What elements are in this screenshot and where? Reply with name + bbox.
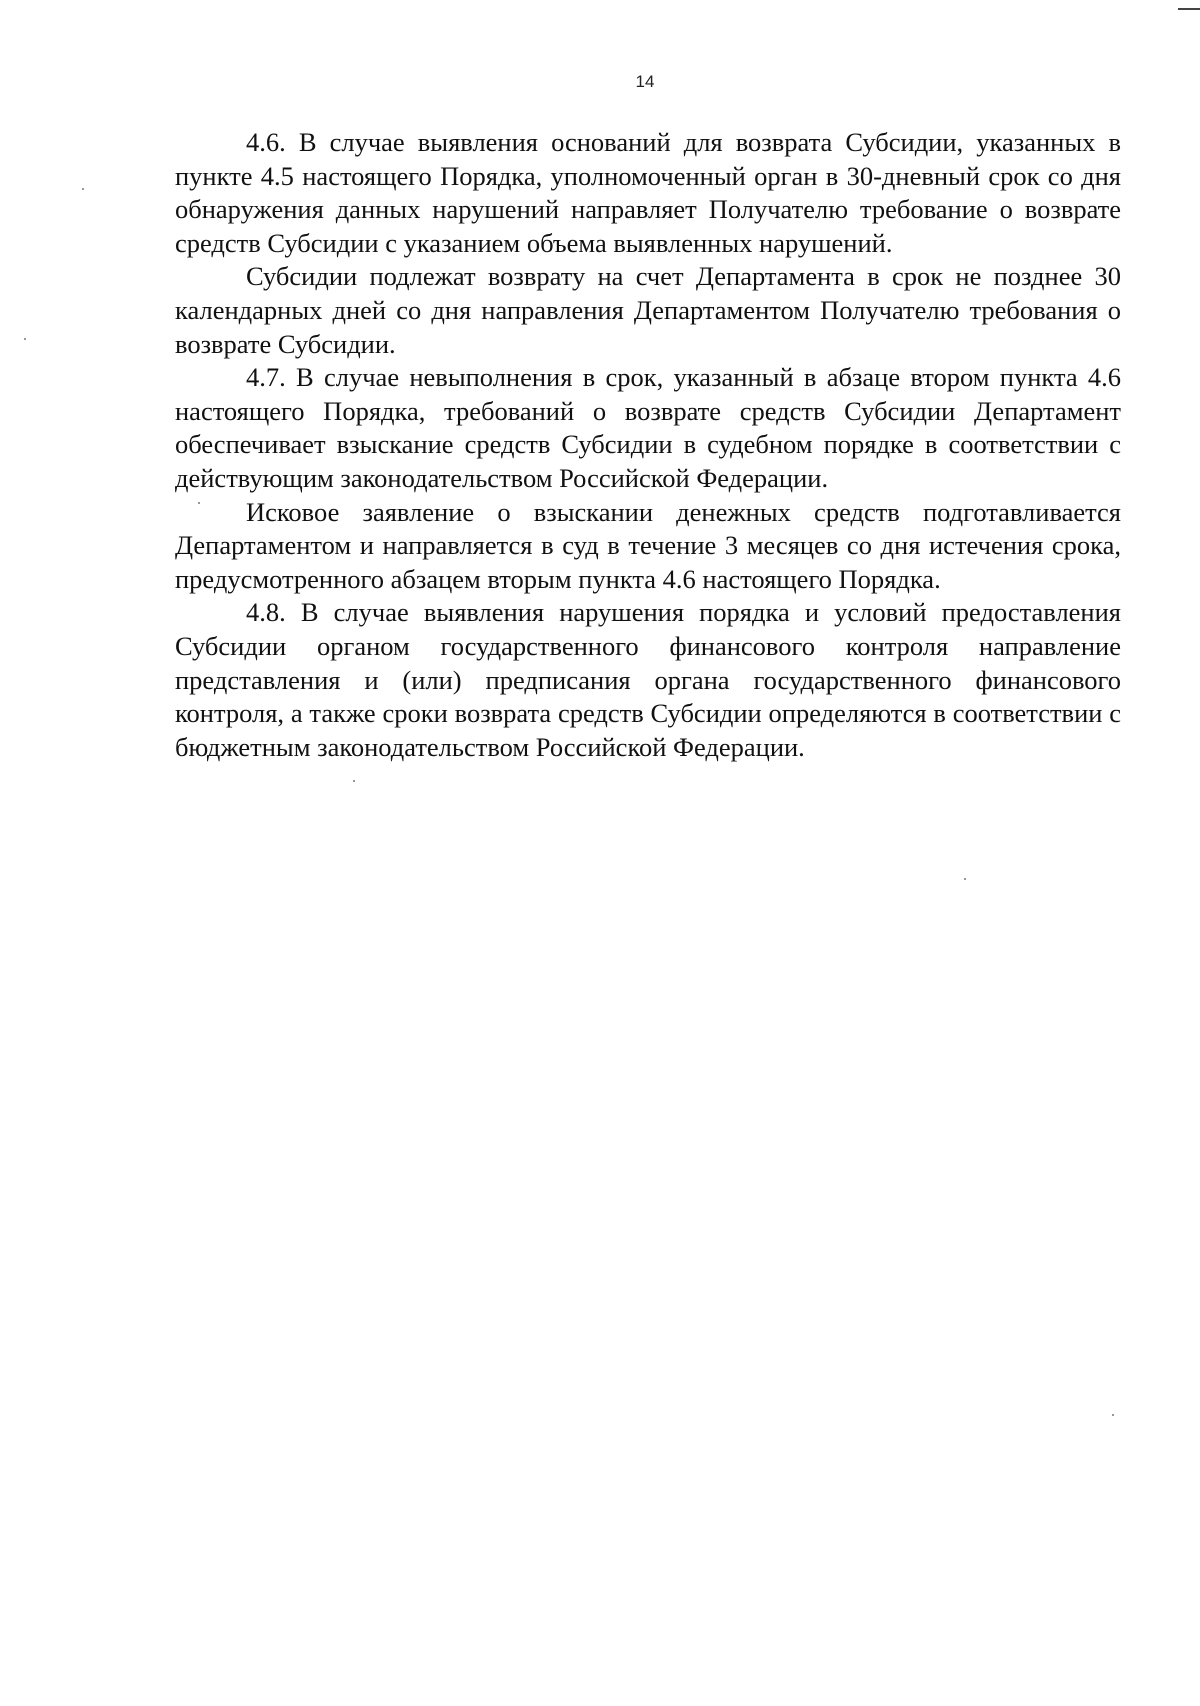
scan-speck <box>198 502 200 504</box>
scan-edge-mark <box>1178 8 1200 10</box>
paragraph-claim-statement: Исковое заявление о взыскании денежных средств подготавливается Департаментом и направляется в суд в течение 3 месяцев со дня истечения срока, предусмотренного абзацем вторым пункта 4.6 настоящего Порядка. <box>175 496 1121 594</box>
scan-speck <box>82 188 84 190</box>
scan-speck <box>24 338 26 340</box>
paragraph-4-8: 4.8. В случае выявления нарушения порядка и условий предоставления Субсидии органом государственного финансового контроля направление представления и (или) предписания органа государственного финансового контроля, а также сроки возврата средств Субсидии определяются в соответствии с бюджетным законодательством Российской Федерации. <box>175 597 1121 762</box>
scan-speck <box>1112 1414 1114 1416</box>
paragraph-4-7: 4.7. В случае невыполнения в срок, указанный в абзаце втором пункта 4.6 настоящего Порядка, требований о возврате средств Субсидии Департамент обеспечивает взыскание средств Субсидии в судебном порядке в соответствии с действующим законодательством Российской Федерации. <box>175 362 1121 493</box>
paragraph-4-6: 4.6. В случае выявления оснований для возврата Субсидии, указанных в пункте 4.5 настоящего Порядка, уполномоченный орган в 30-дневный срок со дня обнаружения данных нарушений направляет Получателю требование о возврате средств Субсидии с указанием объема выявленных нарушений. <box>175 127 1121 258</box>
document-body <box>175 126 1121 764</box>
paragraph-subsidy-return: Субсидии подлежат возврату на счет Департамента в срок не позднее 30 календарных дней со дня направления Департаментом Получателю требования о возврате Субсидии. <box>175 261 1121 359</box>
scan-speck <box>964 878 966 880</box>
scan-speck <box>353 780 355 782</box>
page-number: 14 <box>635 72 655 91</box>
